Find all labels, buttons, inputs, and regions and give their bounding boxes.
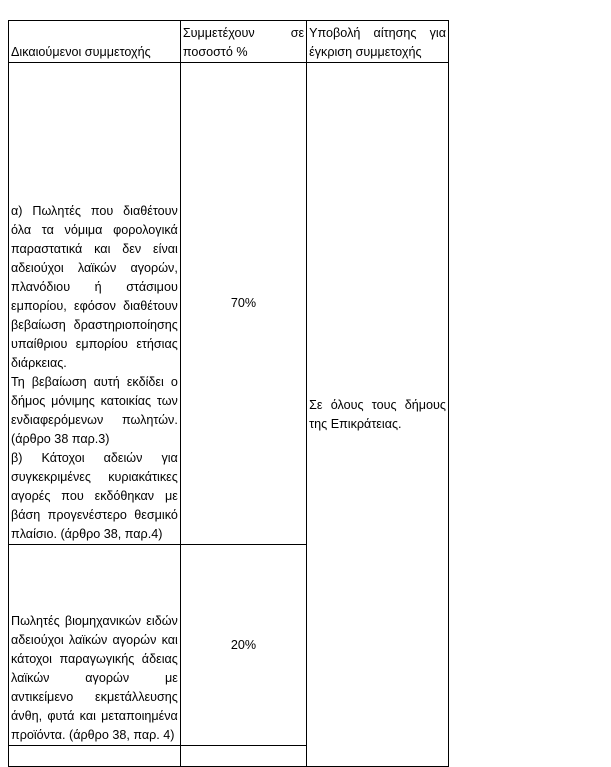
percentage-cell-1: 70% (180, 63, 306, 545)
eligible-cell-1 (9, 63, 181, 545)
eligible-a2-text: Τη βεβαίωση αυτή εκδίδει ο δήμος μόνιμης κατοικίας των ενδιαφερόμενων πωλητών. (άρθρο 38 παρ.3) (11, 375, 178, 446)
empty-cell (9, 746, 181, 767)
eligible-cell-2: Πωλητές βιομηχανικών ειδών αδειούχοι λαϊκών αγορών και κάτοχοι παραγωγικής άδειας λαϊκών αγορών με αντικείμενο εκμετάλλευσης άνθη, φυτά και μεταποιημένα προϊόντα. (άρθρο 38, παρ. 4) (9, 545, 181, 746)
header-application: Υποβολή αίτησης για έγκριση συμμετοχής (307, 21, 449, 63)
percentage-cell-2: 20% (180, 545, 306, 746)
table-header-row (9, 21, 449, 63)
participation-table (8, 20, 449, 767)
empty-cell (180, 746, 306, 767)
header-percentage: Συμμετέχουν σε ποσοστό % (180, 21, 306, 63)
eligible-a-text: α) Πωλητές που διαθέτουν όλα τα νόμιμα φορολογικά παραστατικά και δεν είναι αδειούχοι λαϊκών αγορών, πλανόδιου ή στάσιμου εμπορίου, εφόσον διαθέτουν βεβαίωση δραστηριοποίησης υπαίθριου εμπορίου ετήσιας διάρκειας. (11, 204, 178, 370)
header-eligible: Δικαιούμενοι συμμετοχής (9, 21, 181, 63)
eligible-b-text: β) Κάτοχοι αδειών για συγκεκριμένες κυριακάτικες αγορές που εκδόθηκαν με βάση προγενέστερο θεσμικό πλαίσιο. (άρθρο 38, παρ.4) (11, 451, 178, 541)
application-text: Σε όλους τους δήμους της Επικράτειας. (309, 397, 446, 431)
application-cell (307, 63, 449, 767)
table-row (9, 63, 449, 545)
